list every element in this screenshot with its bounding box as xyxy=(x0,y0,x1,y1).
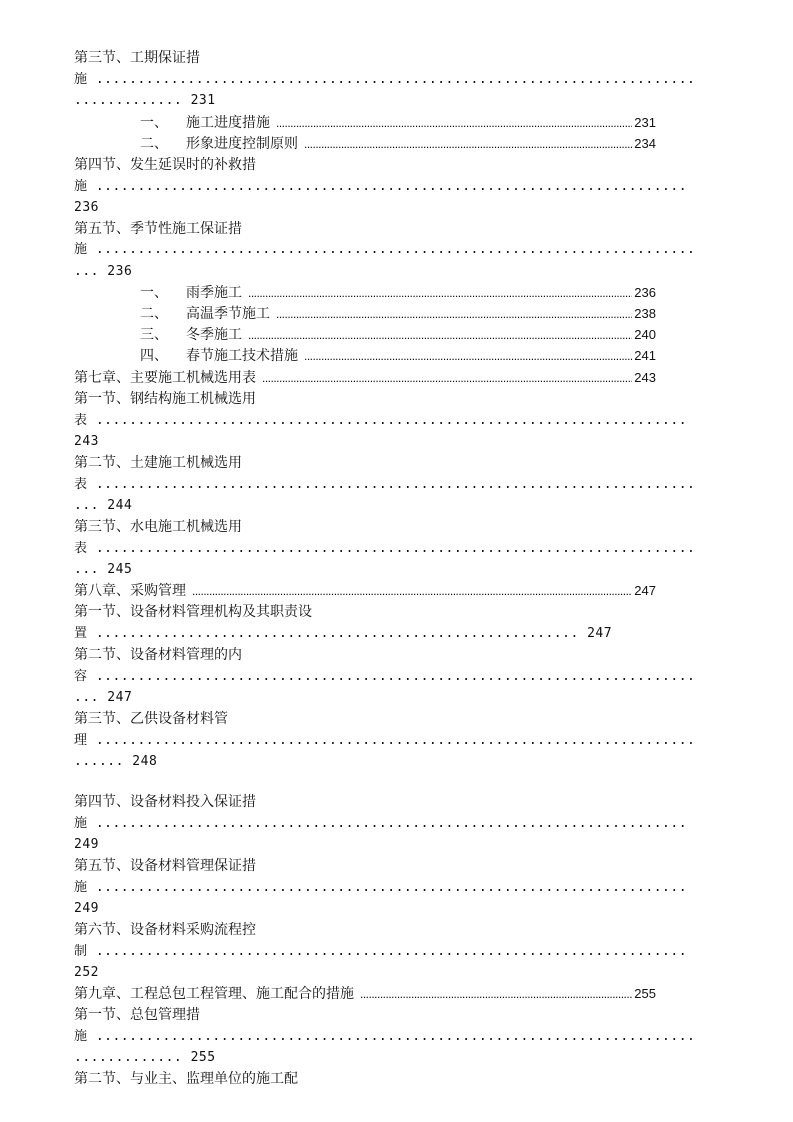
toc-page-number: 243 xyxy=(74,434,99,449)
toc-item-page: 236 xyxy=(634,285,656,300)
toc-item[interactable] xyxy=(140,134,656,154)
toc-chapter-page: 243 xyxy=(634,370,656,385)
toc-leader-dots xyxy=(248,325,632,345)
toc-chapter[interactable] xyxy=(74,984,656,1004)
toc-item-number: 三、 xyxy=(140,327,168,343)
toc-chapter-label: 第八章、采购管理 xyxy=(74,583,186,599)
toc-item-label: 高温季节施工 xyxy=(186,306,270,322)
toc-leader-line: 表 ........................................................................ xyxy=(74,541,696,556)
toc-leader-dots xyxy=(192,581,632,601)
toc-page-number: ... 244 xyxy=(74,498,133,513)
toc-item-label: 施工进度措施 xyxy=(186,115,270,131)
toc-page-number: ... 245 xyxy=(74,562,133,577)
toc-section-title: 第四节、发生延误时的补救措 xyxy=(74,157,256,173)
toc-item-number: 二、 xyxy=(140,136,168,152)
toc-item[interactable] xyxy=(140,346,656,366)
toc-page-number: 252 xyxy=(74,965,99,980)
toc-leader-dots xyxy=(276,113,632,133)
toc-leader-dots xyxy=(304,346,632,366)
toc-section-title: 第一节、钢结构施工机械选用 xyxy=(74,391,256,407)
toc-item-page: 234 xyxy=(634,136,656,151)
toc-leader-line: 施 ........................................................................ xyxy=(74,1029,696,1044)
toc-leader-dots xyxy=(276,304,632,324)
toc-page-number: ............. 231 xyxy=(74,93,216,108)
toc-item-number: 一、 xyxy=(140,285,168,301)
toc-section-title: 第四节、设备材料投入保证措 xyxy=(74,794,256,810)
toc-item-number: 一、 xyxy=(140,115,168,131)
toc-page-number: ... 247 xyxy=(74,690,133,705)
toc-page-number: 249 xyxy=(74,837,99,852)
toc-chapter-page: 247 xyxy=(634,583,656,598)
toc-leader-line: 制 ....................................................................... xyxy=(74,944,688,959)
toc-item-page: 241 xyxy=(634,348,656,363)
toc-chapter-page: 255 xyxy=(634,986,656,1001)
toc-section-title: 第三节、工期保证措 xyxy=(74,50,200,66)
toc-leader-line: 施 ........................................................................ xyxy=(74,242,696,257)
toc-item-page: 238 xyxy=(634,306,656,321)
toc-chapter[interactable] xyxy=(74,368,656,388)
toc-section-title: 第三节、水电施工机械选用 xyxy=(74,519,242,535)
toc-item[interactable] xyxy=(140,325,656,345)
toc-section-title: 第一节、总包管理措 xyxy=(74,1007,200,1023)
toc-leader-line: 施 ....................................................................... xyxy=(74,880,688,895)
toc-item-page: 231 xyxy=(634,115,656,130)
toc-chapter-label: 第七章、主要施工机械选用表 xyxy=(74,370,256,386)
toc-leader-line: 施 ....................................................................... xyxy=(74,179,688,194)
toc-section-title: 第二节、设备材料管理的内 xyxy=(74,647,242,663)
toc-item-label: 形象进度控制原则 xyxy=(186,136,298,152)
toc-section-title: 第五节、季节性施工保证措 xyxy=(74,221,242,237)
toc-item-label: 雨季施工 xyxy=(186,285,242,301)
toc-leader-line: 置 .......................................................... 247 xyxy=(74,626,613,641)
toc-item-number: 四、 xyxy=(140,348,168,364)
toc-item-page: 240 xyxy=(634,327,656,342)
toc-leader-dots xyxy=(304,134,632,154)
toc-item-number: 二、 xyxy=(140,306,168,322)
toc-item[interactable] xyxy=(140,113,656,133)
toc-section-title: 第一节、设备材料管理机构及其职责设 xyxy=(74,604,312,620)
toc-leader-line: 理 ........................................................................ xyxy=(74,733,696,748)
toc-page-number: 249 xyxy=(74,901,99,916)
toc-chapter[interactable] xyxy=(74,581,656,601)
toc-page-number: ...... 248 xyxy=(74,754,158,769)
toc-section-title: 第二节、与业主、监理单位的施工配 xyxy=(74,1071,298,1087)
toc-leader-line: 表 ....................................................................... xyxy=(74,413,688,428)
toc-page-number: ............. 255 xyxy=(74,1050,216,1065)
toc-item-label: 冬季施工 xyxy=(186,327,242,343)
toc-leader-dots xyxy=(360,984,632,1004)
toc-leader-line: 容 ........................................................................ xyxy=(74,669,696,684)
toc-section-title: 第三节、乙供设备材料管 xyxy=(74,711,228,727)
toc-item-label: 春节施工技术措施 xyxy=(186,348,298,364)
toc-section-title: 第二节、土建施工机械选用 xyxy=(74,455,242,471)
toc-leader-line: 表 ........................................................................ xyxy=(74,477,696,492)
toc-leader-dots xyxy=(248,283,632,303)
toc-chapter-label: 第九章、工程总包工程管理、施工配合的措施 xyxy=(74,986,354,1002)
toc-page-number: 236 xyxy=(74,200,99,215)
toc-section-title: 第六节、设备材料采购流程控 xyxy=(74,922,256,938)
toc-leader-line: 施 ........................................................................ xyxy=(74,72,696,87)
toc-leader-line: 施 ....................................................................... xyxy=(74,816,688,831)
toc-leader-dots xyxy=(262,368,632,388)
toc-section-title: 第五节、设备材料管理保证措 xyxy=(74,858,256,874)
toc-page-number: ... 236 xyxy=(74,264,133,279)
toc-item[interactable] xyxy=(140,283,656,303)
toc-item[interactable] xyxy=(140,304,656,324)
